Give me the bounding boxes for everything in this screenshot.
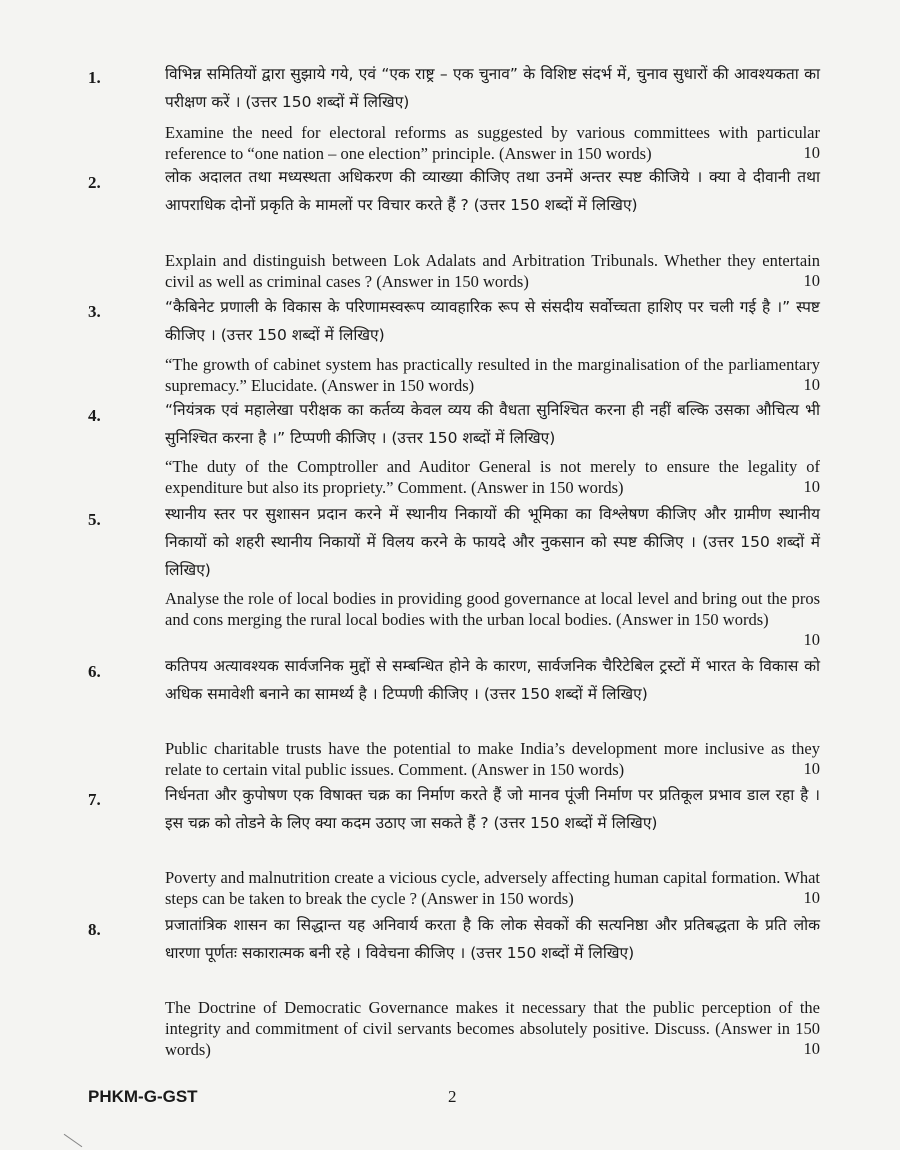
question-text-hindi: “नियंत्रक एवं महालेखा परीक्षक का कर्तव्य केवल व्यय की वैधता सुनिश्चित करना ही नहीं बल्कि उसका औचित्य भी सुनिश्चित करना है ।” टिप्पणी कीजिए । (उत्तर 150 शब्दों में लिखिए) (165, 401, 820, 447)
question-number: 4. (88, 406, 101, 425)
question-text-hindi: विभिन्न समितियों द्वारा सुझाये गये, एवं “एक राष्ट्र – एक चुनाव” के विशिष्ट संदर्भ में, चुनाव सुधारों की आवश्यकता का परीक्षण करें । (उत्तर 150 शब्दों में लिखिए) (165, 65, 820, 111)
question-text-hindi: कतिपय अत्यावश्यक सार्वजनिक मुद्दों से सम्बन्धित होने के कारण, सार्वजनिक चैरिटेबिल ट्रस्टों में भारत के विकास को अधिक समावेशी बनाने का सामर्थ्य है । टिप्पणी कीजिए । (उत्तर 150 शब्दों में लिखिए) (165, 657, 820, 703)
paper-code: PHKM-G-GST (88, 1087, 198, 1106)
question-marks: 10 (803, 477, 820, 496)
question-number: 1. (88, 68, 101, 87)
question-text-hindi: निर्धनता और कुपोषण एक विषाक्त चक्र का निर्माण करते हैं जो मानव पूंजी निर्माण पर प्रतिकूल प्रभाव डाल रहा है । इस चक्र को तोडने के लिए क्या कदम उठाए जा सकते हैं ? (उत्तर 150 शब्दों में लिखिए) (165, 786, 820, 832)
question-text-english: “The growth of cabinet system has practically resulted in the marginalisation of the parliamentary supremacy.” Elucidate. (Answer in 150 words) (165, 355, 820, 395)
question-marks: 10 (803, 1039, 820, 1058)
question-number: 8. (88, 920, 101, 939)
question-marks: 10 (803, 888, 820, 907)
question-marks: 10 (803, 630, 820, 649)
question-text-hindi: लोक अदालत तथा मध्यस्थता अधिकरण की व्याख्या कीजिए तथा उनमें अन्तर स्पष्ट कीजिये । क्या वे दीवानी तथा आपराधिक दोनों प्रकृति के मामलों पर विचार करते हैं ? (उत्तर 150 शब्दों में लिखिए) (165, 168, 820, 214)
question-number: 3. (88, 302, 101, 321)
question-text-english: Examine the need for electoral reforms as suggested by various committees with particular reference to “one nation – one election” principle. (Answer in 150 words) (165, 123, 820, 163)
question-text-english: The Doctrine of Democratic Governance makes it necessary that the public perception of the integrity and commitment of civil servants becomes absolutely positive. Discuss. (Answer in 150 words) (165, 998, 820, 1059)
question-marks: 10 (803, 759, 820, 778)
question-text-english: Public charitable trusts have the potential to make India’s development more inclusive as they relate to certain vital public issues. Comment. (Answer in 150 words) (165, 739, 820, 779)
question-text-english: Analyse the role of local bodies in providing good governance at local level and bring out the pros and cons merging the rural local bodies with the urban local bodies. (Answer in 150 words) (165, 589, 820, 629)
question-text-english: Poverty and malnutrition create a vicious cycle, adversely affecting human capital formation. What steps can be taken to break the cycle ? (Answer in 150 words) (165, 868, 820, 908)
question-number: 7. (88, 790, 101, 809)
scan-mark (64, 1134, 83, 1147)
question-marks: 10 (803, 143, 820, 162)
question-number: 5. (88, 510, 101, 529)
question-number: 2. (88, 173, 101, 192)
question-marks: 10 (803, 375, 820, 394)
question-text-hindi: स्थानीय स्तर पर सुशासन प्रदान करने में स्थानीय निकायों की भूमिका का विश्लेषण कीजिए और ग्रामीण स्थानीय निकायों को शहरी स्थानीय निकायों में विलय करने के फायदे और नुकसान को स्पष्ट कीजिए । (उत्तर 150 शब्दों में लिखिए) (165, 505, 820, 579)
question-marks: 10 (803, 271, 820, 290)
question-number: 6. (88, 662, 101, 681)
question-text-hindi: प्रजातांत्रिक शासन का सिद्धान्त यह अनिवार्य करता है कि लोक सेवकों की सत्यनिष्ठा और प्रतिबद्धता के प्रति लोक धारणा पूर्णतः सकारात्मक बनी रहे । विवेचना कीजिए । (उत्तर 150 शब्दों में लिखिए) (165, 916, 820, 962)
page-number: 2 (448, 1087, 457, 1106)
question-text-english: “The duty of the Comptroller and Auditor General is not merely to ensure the legality of expenditure but also its propriety.” Comment. (Answer in 150 words) (165, 457, 820, 497)
question-text-english: Explain and distinguish between Lok Adalats and Arbitration Tribunals. Whether they entertain civil as well as criminal cases ? (Answer in 150 words) (165, 251, 820, 291)
question-text-hindi: “कैबिनेट प्रणाली के विकास के परिणामस्वरूप व्यावहारिक रूप से संसदीय सर्वोच्चता हाशिए पर चली गई है ।” स्पष्ट कीजिए । (उत्तर 150 शब्दों में लिखिए) (165, 298, 820, 344)
